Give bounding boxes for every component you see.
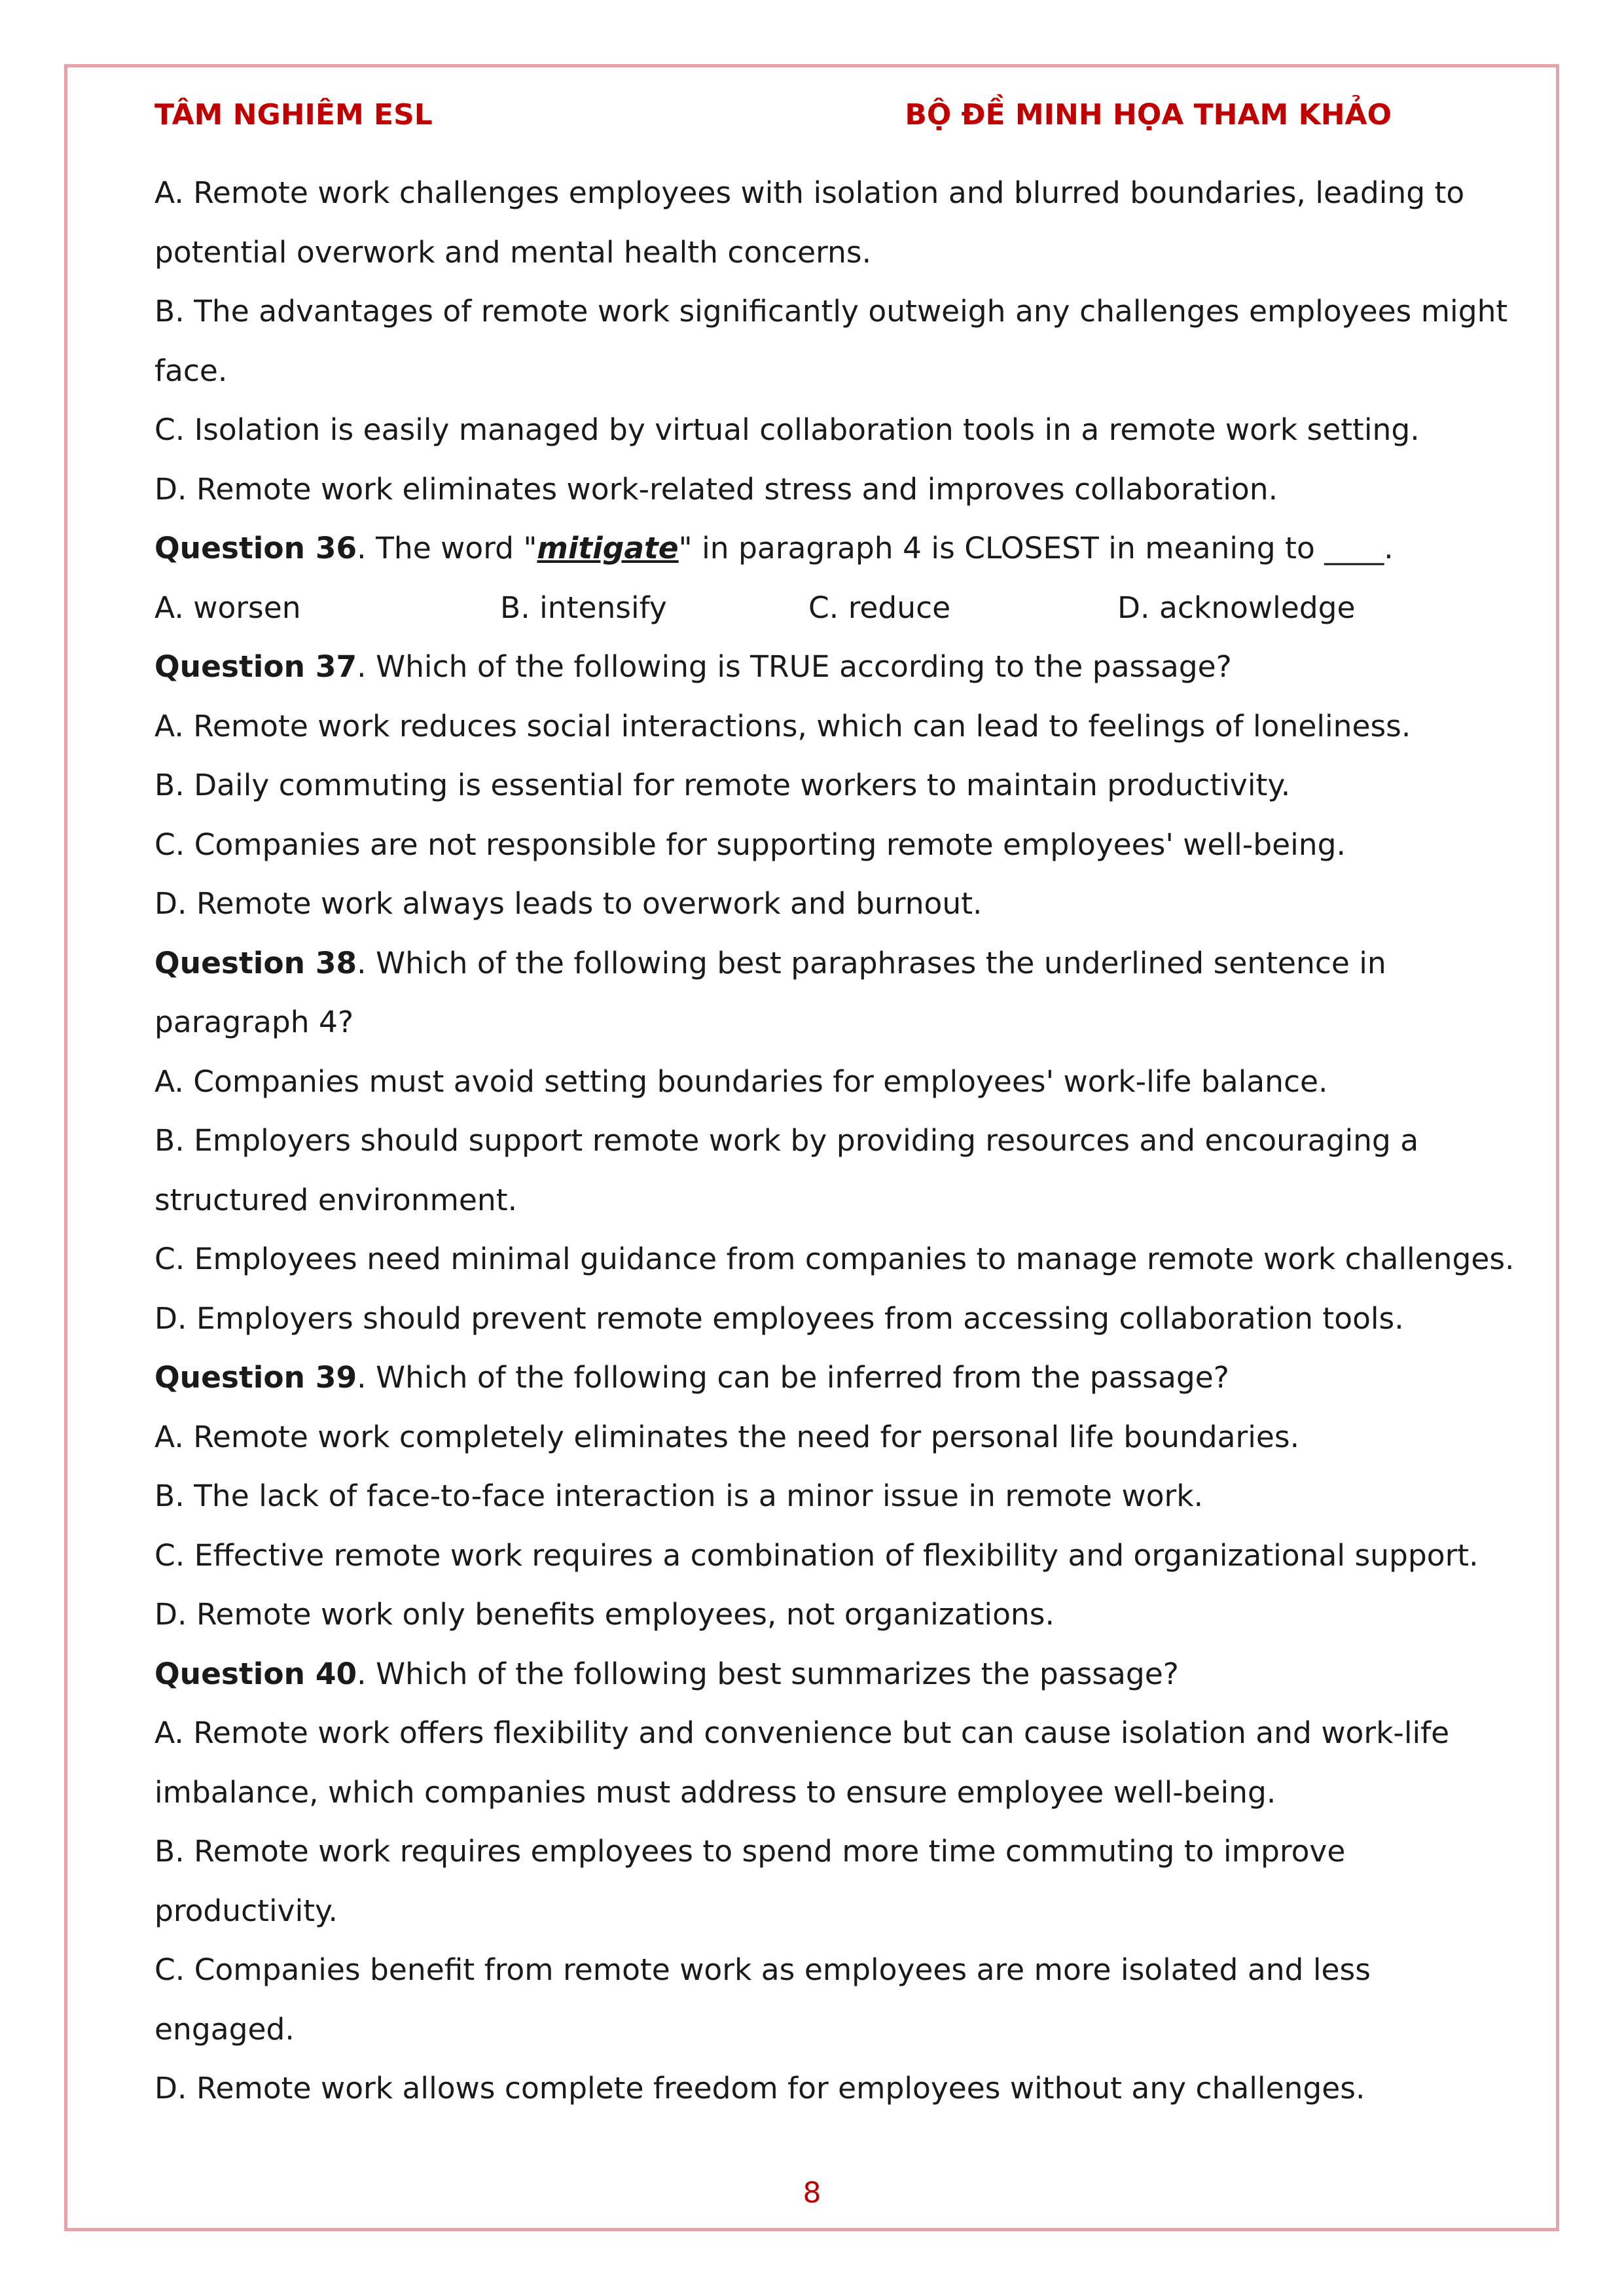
q36-option-a: A. worsen [154, 590, 301, 625]
q40-option-c-line2: engaged. [154, 2011, 295, 2047]
q40-option-b-line2: productivity. [154, 1893, 338, 1928]
q38-option-c: C. Employees need minimal guidance from companies to manage remote work challenges. [154, 1242, 1515, 1276]
page-number: 8 [803, 2176, 821, 2210]
question-39 [154, 1348, 1477, 1408]
document-body [154, 164, 1515, 2119]
question-36-text-post: " in paragraph 4 is CLOSEST in meaning to ____. [678, 531, 1394, 565]
question-39-text: . Which of the following can be inferred from the passage? [357, 1360, 1229, 1395]
q35-option-d: D. Remote work eliminates work-related stress and improves collaboration. [154, 471, 1278, 507]
q40-option-a-line2: imbalance, which companies must address to ensure employee well-being. [154, 1774, 1276, 1810]
q38-option-b-line1: B. Employers should support remote work by providing resources and encouraging a [154, 1123, 1419, 1158]
question-36-text-pre: . The word " [357, 531, 537, 565]
q35-option-a-line1: A. Remote work challenges employees with isolation and blurred boundaries, leading to [154, 175, 1465, 210]
q35-option-b-line2: face. [154, 353, 228, 388]
question-37 [154, 637, 1477, 697]
question-38 [154, 934, 1477, 994]
q40-option-c-line1: C. Companies benefit from remote work as employees are more isolated and less [154, 1952, 1371, 1987]
question-38-text: . Which of the following best paraphrases the underlined sentence in [357, 945, 1386, 980]
q35-option-b-line1: B. The advantages of remote work significantly outweigh any challenges employees might [154, 294, 1508, 329]
header-right: BỘ ĐỀ MINH HỌA THAM KHẢO [905, 98, 1392, 132]
q36-option-d: D. acknowledge [1117, 590, 1356, 625]
q39-option-a: A. Remote work completely eliminates the need for personal life boundaries. [154, 1419, 1300, 1454]
q40-option-a-line1: A. Remote work offers flexibility and convenience but can cause isolation and work-life [154, 1715, 1450, 1750]
question-36-label: Question 36 [154, 531, 357, 565]
q40-option-d: D. Remote work allows complete freedom for employees without any challenges. [154, 2071, 1365, 2106]
question-40-text: . Which of the following best summarizes the passage? [357, 1656, 1179, 1691]
q39-option-d: D. Remote work only benefits employees, not organizations. [154, 1597, 1055, 1632]
q40-option-b-line1: B. Remote work requires employees to spend more time commuting to improve [154, 1834, 1346, 1869]
q36-option-b: B. intensify [500, 590, 667, 625]
question-36-keyword: mitigate [537, 531, 679, 565]
q39-option-b: B. The lack of face-to-face interaction is a minor issue in remote work. [154, 1479, 1204, 1513]
q38-option-b-line2: structured environment. [154, 1182, 518, 1217]
question-37-text: . Which of the following is TRUE according to the passage? [357, 649, 1232, 684]
q36-option-c: C. reduce [808, 590, 951, 625]
question-38-text-line2: paragraph 4? [154, 1005, 354, 1039]
question-40 [154, 1645, 1477, 1704]
page-header [154, 98, 1392, 137]
question-38-label: Question 38 [154, 945, 357, 980]
question-40-label: Question 40 [154, 1656, 357, 1691]
question-39-label: Question 39 [154, 1360, 357, 1395]
q38-option-d: D. Employers should prevent remote employees from accessing collaboration tools. [154, 1300, 1404, 1336]
question-37-label: Question 37 [154, 649, 357, 684]
q37-option-b: B. Daily commuting is essential for remote workers to maintain productivity. [154, 768, 1291, 802]
question-36 [154, 519, 1477, 579]
q38-option-a: A. Companies must avoid setting boundaries for employees' work-life balance. [154, 1064, 1328, 1099]
q39-option-c: C. Effective remote work requires a combination of flexibility and organizational support. [154, 1537, 1479, 1573]
header-left: TÂM NGHIÊM ESL [154, 98, 433, 132]
question-36-options [154, 579, 1477, 638]
q37-option-d: D. Remote work always leads to overwork and burnout. [154, 886, 983, 921]
q37-option-a: A. Remote work reduces social interactions, which can lead to feelings of loneliness. [154, 708, 1411, 744]
q35-option-a-line2: potential overwork and mental health concerns. [154, 234, 872, 270]
q35-option-c: C. Isolation is easily managed by virtual collaboration tools in a remote work setting. [154, 412, 1420, 447]
q37-option-c: C. Companies are not responsible for supporting remote employees' well-being. [154, 827, 1346, 862]
